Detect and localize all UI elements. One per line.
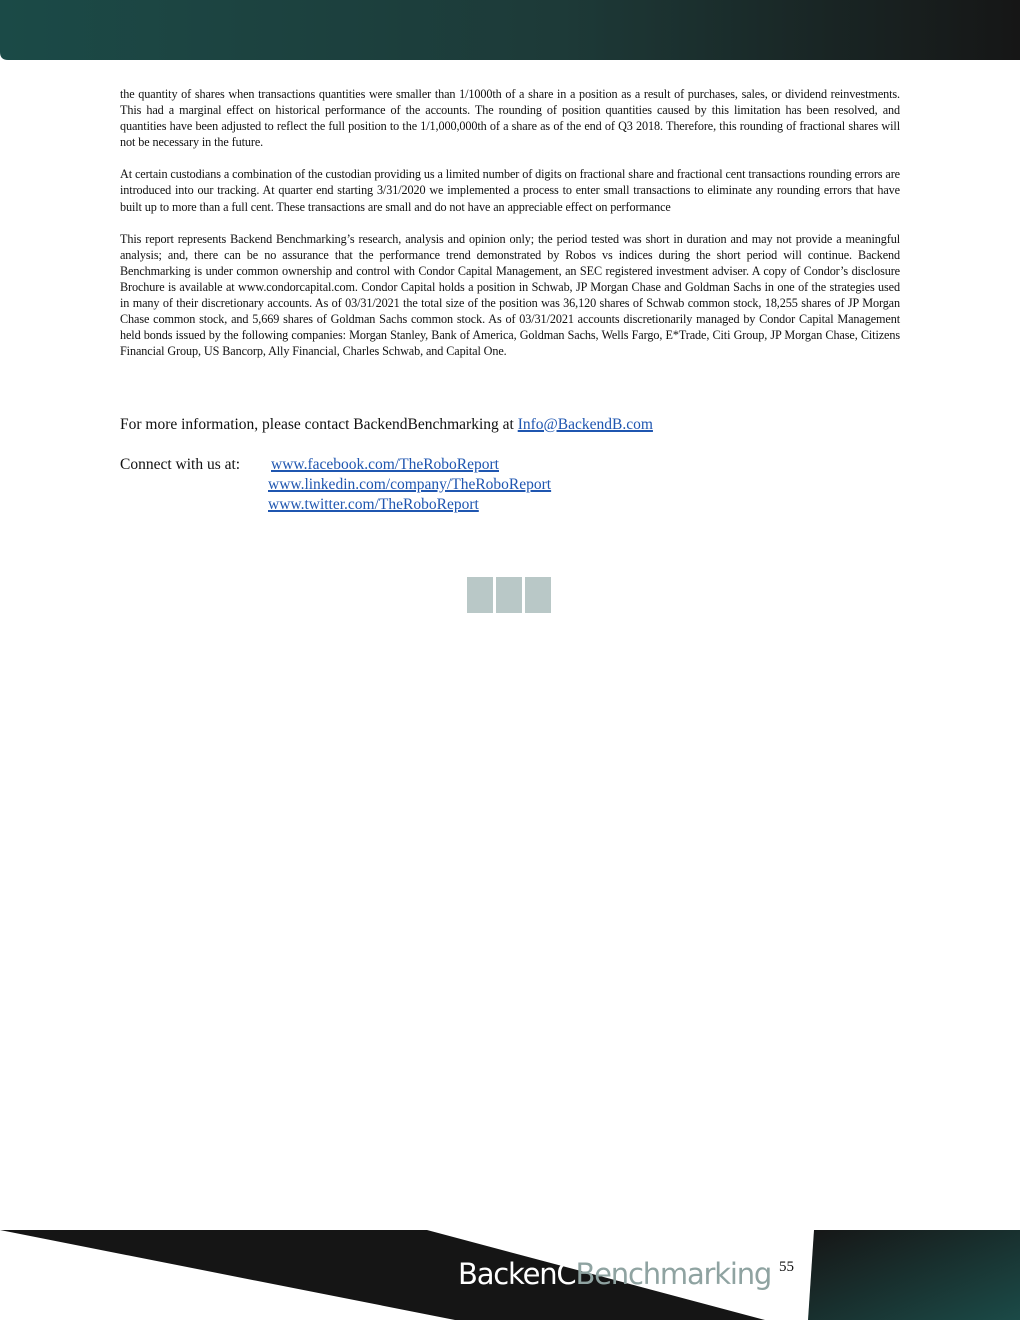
contact-text: For more information, please contact BackendBenchmarking at bbox=[120, 416, 518, 433]
twitter-link[interactable]: www.twitter.com/TheRoboReport bbox=[268, 496, 479, 513]
page-number: 55 bbox=[779, 1259, 794, 1275]
block-shape bbox=[467, 577, 493, 613]
disclosure-paragraph bbox=[120, 231, 900, 360]
disclosure-paragraph bbox=[120, 86, 900, 150]
logo-text-white: BackenC bbox=[458, 1257, 576, 1291]
connect-label: Connect with us at: bbox=[120, 456, 241, 473]
disclosure-body bbox=[120, 86, 900, 375]
paragraph-text: At certain custodians a combination of the custodian providing us a limited number of digits on fractional share and fractional cent transactions rounding errors are introduced into our tracking. At quarter end starting 3/31/2020 we implemented a process to enter small transactions to eliminate any rounding errors that have built up to more than a full cent. These transactions are small and do not have an appreciable effect on performance bbox=[120, 167, 900, 214]
backend-benchmarking-logo bbox=[458, 1256, 771, 1292]
logo-text-gray: Benchmarking bbox=[575, 1257, 772, 1291]
header-band bbox=[0, 0, 1020, 62]
contact-line bbox=[120, 415, 653, 435]
email-link[interactable]: Info@BackendB.com bbox=[517, 416, 653, 433]
social-links bbox=[268, 455, 551, 515]
block-shape bbox=[496, 577, 522, 613]
disclosure-paragraph bbox=[120, 166, 900, 214]
facebook-link[interactable]: www.facebook.com/TheRoboReport bbox=[271, 456, 499, 473]
decorative-blocks bbox=[467, 577, 551, 613]
linkedin-link[interactable]: www.linkedin.com/company/TheRoboReport bbox=[268, 476, 552, 493]
block-shape bbox=[525, 577, 551, 613]
paragraph-text: This report represents Backend Benchmarking’s research, analysis and opinion only; the period tested was short in duration and may not provide a meaningful analysis; and, there can be no assurance that the performance trend demonstrated by Robos vs indices during the short period will continue. Backend Benchmarking is under common ownership and control with Condor Capital Management, an SEC registered investment adviser. A copy of Condor’s disclosure Brochure is available at www.condorcapital.com. Condor Capital holds a position in Schwab, JP Morgan Chase and Goldman Sachs in one of the strategies used in many of their discretionary accounts. As of 03/31/2021 the total size of the position was 36,120 shares of Schwab common stock, 18,255 shares of JP Morgan Chase common stock, and 5,669 shares of Goldman Sachs common stock. As of 03/31/2021 accounts discretionarily managed by Condor Capital Management held bonds issued by the following companies: Morgan Stanley, Bank of America, Goldman Sachs, Wells Fargo, E*Trade, Citi Group, JP Morgan Chase, Citizens Financial Group, US Bancorp, Ally Financial, Charles Schwab, and Capital One. bbox=[120, 231, 900, 359]
paragraph-text: the quantity of shares when transactions quantities were smaller than 1/1000th of a share in a position as a result of purchases, sales, or dividend reinvestments. This had a marginal effect on historical performance of the accounts. The rounding of position quantities caused by this limitation has been resolved, and quantities have been adjusted to reflect the full position to the 1/1,000,000th of a share as of the end of Q3 2018. Therefore, this rounding of fractional shares will not be necessary in the future. bbox=[120, 87, 900, 150]
